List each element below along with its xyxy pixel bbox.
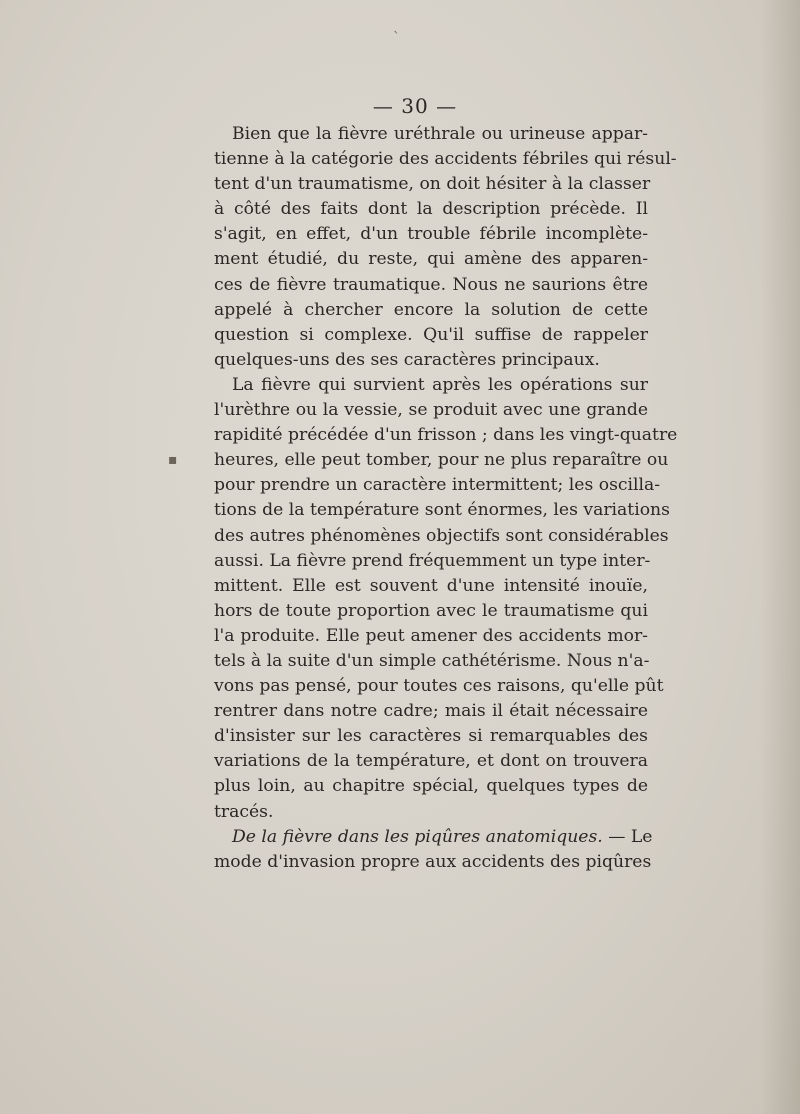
text-line: appelé à chercher encore la solution de cette bbox=[214, 299, 648, 320]
text-line: tracés. bbox=[214, 801, 274, 822]
text-line: plus loin, au chapitre spécial, quelques types de bbox=[214, 776, 648, 797]
text-line: s'agit, en effet, d'un trouble fébrile incomplète- bbox=[214, 224, 648, 245]
speck-mark: ˋ bbox=[393, 30, 400, 46]
section-heading: De la fièvre dans les piqûres anatomiques. bbox=[232, 826, 603, 847]
section-heading-line bbox=[214, 825, 653, 850]
page-number: — 30 — bbox=[372, 94, 458, 118]
text-line: ment étudié, du reste, qui amène des apparen- bbox=[214, 249, 648, 270]
text-line: rapidité précédée d'un frisson ; dans les vingt-quatre bbox=[214, 425, 678, 446]
text-line: mittent. Elle est souvent d'une intensité inouïe, bbox=[214, 575, 648, 596]
text-line: variations de la température, et dont on trouvera bbox=[214, 751, 648, 772]
text-line: tent d'un traumatisme, on doit hésiter à la classer bbox=[214, 174, 651, 195]
text-line: quelques-uns des ses caractères principaux. bbox=[214, 349, 600, 370]
margin-mark: ▪ bbox=[168, 452, 178, 468]
text-line: tels à la suite d'un simple cathétérisme. Nous n'a- bbox=[214, 650, 650, 671]
section-heading-rest: — Le bbox=[608, 826, 653, 847]
text-line: question si complexe. Qu'il suffise de rappeler bbox=[214, 324, 648, 345]
text-line: La fièvre qui survient après les opérations sur bbox=[232, 374, 648, 395]
text-line: Bien que la fièvre uréthrale ou urineuse appar- bbox=[232, 124, 648, 144]
text-line: heures, elle peut tomber, pour ne plus reparaître ou bbox=[214, 450, 669, 471]
text-line: des autres phénomènes objectifs sont considérables bbox=[214, 525, 669, 546]
text-line: l'a produite. Elle peut amener des accidents mor- bbox=[214, 625, 648, 646]
body-text bbox=[214, 122, 678, 875]
text-line: d'insister sur les caractères si remarquables des bbox=[214, 726, 648, 747]
text-line: tions de la température sont énormes, les variations bbox=[214, 500, 670, 521]
text-line: mode d'invasion propre aux accidents des piqûres bbox=[214, 851, 652, 872]
text-line: aussi. La fièvre prend fréquemment un type inter- bbox=[214, 550, 651, 571]
text-line: ces de fièvre traumatique. Nous ne saurions être bbox=[214, 274, 648, 295]
page-edge-shadow bbox=[760, 0, 800, 1114]
text-line: tienne à la catégorie des accidents fébriles qui résul- bbox=[214, 149, 677, 170]
text-line: l'urèthre ou la vessie, se produit avec une grande bbox=[214, 400, 648, 421]
text-line: vons pas pensé, pour toutes ces raisons, qu'elle pût bbox=[214, 676, 664, 697]
text-line: rentrer dans notre cadre; mais il était nécessaire bbox=[214, 701, 648, 722]
text-line: hors de toute proportion avec le traumatisme qui bbox=[214, 600, 648, 621]
text-line: pour prendre un caractère intermittent; les oscilla- bbox=[214, 475, 661, 496]
text-line: à côté des faits dont la description précède. Il bbox=[214, 199, 648, 220]
